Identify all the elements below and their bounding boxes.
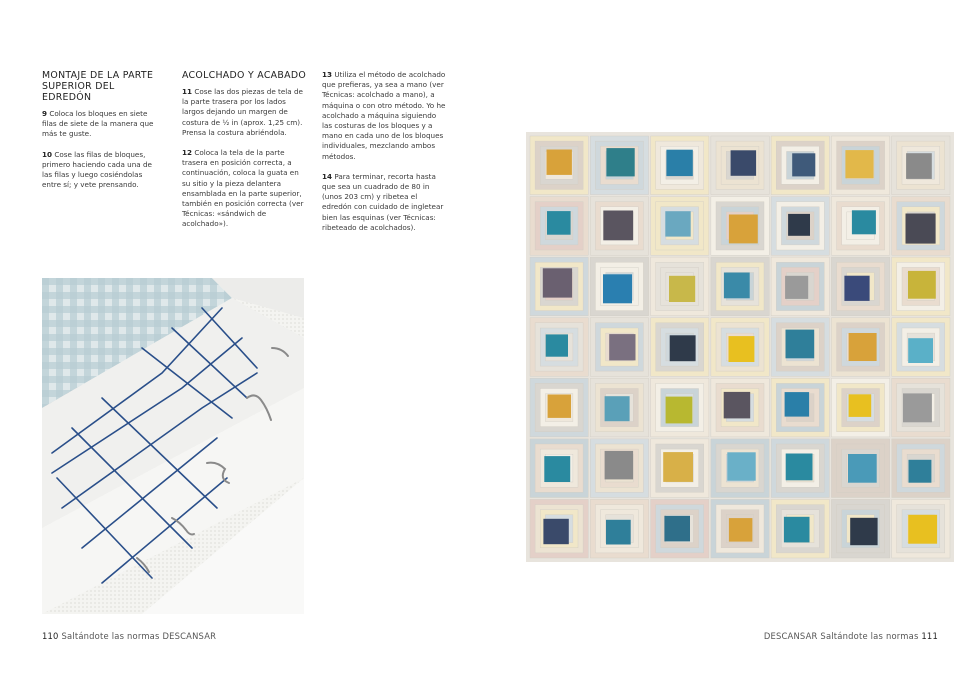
quilt-block [892, 318, 950, 377]
section-name-right: DESCANSAR [763, 631, 818, 641]
quilt-block-center [603, 211, 633, 241]
quilt-block-center [724, 273, 750, 299]
step-number: 14 [322, 171, 333, 181]
quilt-block-center [665, 211, 690, 236]
step-paragraph [182, 87, 307, 138]
quilt-block [771, 499, 829, 558]
quilt-block-center [729, 518, 753, 542]
quilt-block [771, 136, 829, 195]
step-number: 9 [42, 109, 48, 118]
quilt-photo [526, 132, 954, 562]
quilt-block-center [908, 338, 933, 363]
step-text: Utiliza el método de acolchado que prefieras, ya sea a mano (ver Técnicas: acolchado a mano), a máquina o con otro método. Yo he acolchado a máquina siguiendo las costuras de los bloques y a mano en cada uno de los bloques individuales, mezclando ambos métodos. [322, 70, 446, 161]
quilt-block [651, 257, 709, 316]
quilt-block-center [844, 276, 869, 301]
quilt-block-center [852, 210, 876, 234]
quilt-block-center [605, 451, 634, 480]
quilt-block-center [727, 452, 755, 480]
quilt-block-center [848, 454, 877, 483]
book-title-left: Saltándote las normas [61, 631, 160, 641]
step-number: 11 [182, 87, 193, 96]
quilt-block-center [606, 520, 631, 545]
quilt-block-center [606, 148, 634, 176]
quilt-block [711, 318, 769, 377]
footer-right [764, 631, 938, 641]
quilt-block-center [792, 153, 815, 176]
quilt-block [530, 499, 588, 558]
quilt-block [771, 439, 829, 498]
quilt-block-center [849, 333, 877, 361]
quilt-block [590, 318, 648, 377]
quilt-block [530, 197, 588, 256]
quilt-block [590, 439, 648, 498]
quilt-block [892, 439, 950, 498]
quilt-block-center [603, 274, 632, 303]
quilt-block [892, 136, 950, 195]
quilt-block [711, 439, 769, 498]
quilt-block-center [663, 452, 693, 482]
section-heading: ACOLCHADO Y ACABADO [182, 70, 307, 81]
quilt-block [590, 136, 648, 195]
step-paragraph [322, 172, 447, 233]
quilt-block [530, 257, 588, 316]
quilt-block-center [731, 150, 757, 176]
quilt-block [711, 378, 769, 437]
quilt-block [711, 257, 769, 316]
quilt-block-center [729, 336, 755, 362]
text-column-2 [182, 70, 307, 240]
quilt-block-center [908, 271, 936, 299]
step-text: Coloca los bloques en siete filas de siete de la manera que más te guste. [42, 109, 154, 139]
quilt-block-center [785, 392, 810, 417]
quilt-block-center [906, 153, 932, 179]
step-number: 12 [182, 148, 193, 158]
quilt-block [590, 257, 648, 316]
quilt-block [651, 318, 709, 377]
quilt-block [711, 197, 769, 256]
quilt-block [831, 499, 889, 558]
book-title-right: Saltándote las normas [820, 631, 919, 641]
quilt-block-center [906, 214, 936, 244]
quilt-block-center [850, 518, 877, 545]
quilt-block [771, 378, 829, 437]
quilt-block [530, 439, 588, 498]
quilt-block-center [543, 519, 568, 544]
quilt-block-center [543, 268, 572, 297]
quilt-block-center [724, 392, 751, 419]
quilt-block-center [547, 211, 571, 235]
quilt-block-center [669, 276, 695, 302]
quilt-block-center [908, 515, 937, 544]
quilt-block [831, 318, 889, 377]
step-paragraph [182, 148, 307, 230]
quilt-block [530, 378, 588, 437]
step-paragraph [322, 70, 447, 162]
quilt-block-center [609, 334, 635, 360]
quilting-detail-photo [42, 278, 304, 614]
quilt-block [831, 378, 889, 437]
quilt-block [530, 136, 588, 195]
step-text: Para terminar, recorta hasta que sea un cuadrado de 80 in (unos 203 cm) y ribetea el edredón con cuidado de ingletear bien las esquinas (ver Técnicas: ribeteado de acolchados). [322, 171, 444, 232]
quilt-block-center [788, 214, 810, 236]
quilt-block [771, 197, 829, 256]
page-number-left: 110 [42, 631, 59, 641]
quilt-block-center [903, 393, 932, 422]
quilt-block [590, 197, 648, 256]
quilt-block [530, 318, 588, 377]
section-heading: MONTAJE DE LA PARTE SUPERIOR DEL EDREDÓN [42, 70, 154, 103]
quilt-block-center [666, 397, 693, 424]
quilt-block-center [546, 334, 568, 356]
quilt-block [771, 257, 829, 316]
footer-left [42, 631, 216, 641]
quilt-block [892, 378, 950, 437]
quilt-block [831, 439, 889, 498]
quilt-block [651, 439, 709, 498]
quilt-block [892, 499, 950, 558]
quilt-block [651, 499, 709, 558]
text-column-3 [322, 70, 447, 243]
step-paragraph [42, 150, 162, 191]
quilting-detail-image [42, 278, 304, 614]
quilt-block-center [845, 150, 873, 178]
section-name-left: DESCANSAR [162, 631, 217, 641]
quilt-block-center [666, 150, 692, 176]
quilt-block [590, 378, 648, 437]
quilt-block-center [664, 516, 690, 542]
quilt-block [892, 257, 950, 316]
quilt-block-center [670, 335, 696, 361]
quilt-block [711, 136, 769, 195]
step-number: 13 [322, 70, 333, 79]
quilt-block-center [605, 396, 630, 421]
quilt-block [892, 197, 950, 256]
quilt-block-center [784, 517, 810, 543]
text-column-1 [42, 70, 162, 200]
quilt-block [590, 499, 648, 558]
quilt-block-center [849, 394, 872, 417]
quilt-block [651, 136, 709, 195]
quilt-block [651, 378, 709, 437]
quilt-block-center [786, 330, 815, 359]
step-text: Cose las filas de bloques, primero haciendo cada una de las filas y luego cosiéndolas entre sí; y vete prensando. [42, 149, 152, 190]
step-number: 10 [42, 149, 53, 159]
step-text: Coloca la tela de la parte trasera en posición correcta, a continuación, coloca la guata en su sitio y la pieza delantera ensamblada en la parte superior, también en posición correcta (ver Técnicas: «sándwich de acolchado»). [182, 148, 304, 229]
step-paragraph [42, 109, 162, 140]
page-number-right: 111 [921, 631, 938, 641]
quilt-block-center [785, 276, 808, 299]
quilt-block [831, 197, 889, 256]
quilt-block [771, 318, 829, 377]
quilt-block [831, 257, 889, 316]
quilt-block [711, 499, 769, 558]
quilt-block-center [544, 456, 570, 482]
step-text: Cose las dos piezas de tela de la parte trasera por los lados largos dejando un margen de costura de ½ in (aprox. 1,25 cm). Prensa la costura abriéndola. [182, 87, 303, 137]
log-cabin-quilt-image [526, 132, 954, 562]
quilt-block [651, 197, 709, 256]
quilt-block [831, 136, 889, 195]
quilt-block-center [909, 460, 932, 483]
quilt-block-center [786, 454, 813, 481]
quilt-block-center [547, 150, 572, 175]
quilt-block-center [548, 395, 571, 418]
quilt-block-center [729, 215, 758, 244]
